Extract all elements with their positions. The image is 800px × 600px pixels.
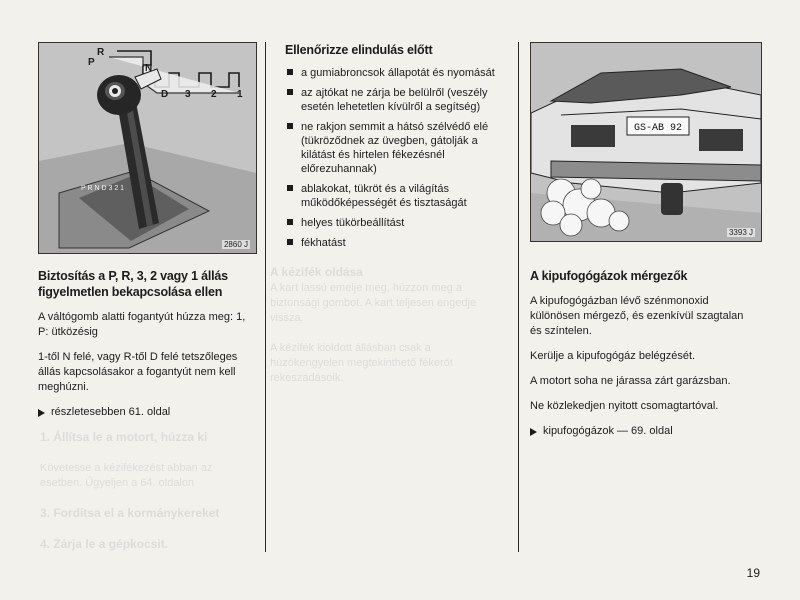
- checklist-item: ablakokat, tükröt és a világítás működőképességét és tisztaságát: [285, 182, 510, 210]
- figure-id-left: 2860 J: [223, 240, 248, 249]
- gate-label-3: 3: [185, 89, 191, 100]
- gate-label-d: D: [161, 89, 169, 100]
- shift-lock-reference-text: részletesebben 61. oldal: [51, 406, 171, 418]
- gate-label-p: P: [88, 57, 95, 68]
- gate-label-r: R: [97, 47, 105, 58]
- slot-label: P R N D 3 2 1: [81, 185, 125, 192]
- license-plate-text: GS-AB 92: [633, 123, 683, 134]
- shift-lock-reference: [38, 405, 258, 420]
- checklist-item: helyes tükörbeállítást: [285, 216, 510, 230]
- gear-shifter-illustration: [38, 42, 257, 254]
- gate-label-1: 1: [237, 89, 243, 100]
- car-drawing: [531, 43, 761, 241]
- column-rule-right: [518, 42, 519, 552]
- left-column-text: [38, 268, 258, 420]
- exhaust-para-3: A motort soha ne járassa zárt garázsban.: [530, 375, 731, 387]
- right-column-text: [530, 268, 755, 439]
- shift-lock-heading: Biztosítás a P, R, 3, 2 vagy 1 állás figyelmetlen bekapcsolása ellen: [38, 269, 228, 299]
- pre-drive-check-heading: Ellenőrizze elindulás előtt: [285, 43, 433, 57]
- exhaust-heading: A kipufogógázok mérgezők: [530, 269, 688, 283]
- exhaust-reference-text: kipufogógázok — 69. oldal: [543, 425, 673, 437]
- checklist-item: az ajtókat ne zárja be belülről (veszély esetén lehetetlen kívülről a segítség): [285, 86, 510, 114]
- bleed-through-text: A kézifék oldása A kart lassú emelje meg, húzzon meg a biztonsági gombot. A kart teljesen engedje vissza. A kézifék kioldott állásban csak a húzókengyelen megtekinthető fékerőt rekeszadásoik.: [270, 265, 477, 384]
- checklist-item: fékhatást: [285, 236, 510, 250]
- pre-drive-checklist: [285, 66, 510, 250]
- shifter-drawing: [39, 43, 256, 253]
- arrow-right-icon: [530, 428, 537, 436]
- checklist-item: ne rakjon semmit a hátsó szélvédő elé (tükröződnek az üvegben, gátolják a kilátást és hirtelen fékezésnél előrezuhannak): [285, 120, 510, 176]
- shift-lock-para-2: 1-től N felé, vagy R-től D felé tetszőleges állás kapcsolásakor a fogantyút nem kell meghúzni.: [38, 351, 238, 393]
- arrow-right-icon: [38, 409, 45, 417]
- exhaust-para-2: Kerülje a kipufogógáz belégzését.: [530, 350, 696, 362]
- car-exhaust-illustration: [530, 42, 762, 242]
- checklist-item: a gumiabroncsok állapotát és nyomását: [285, 66, 510, 80]
- exhaust-reference: [530, 424, 755, 439]
- shift-lock-para-1: A váltógomb alatti fogantyút húzza meg: 1, P: ütközésig: [38, 311, 246, 338]
- gate-label-2: 2: [211, 89, 217, 100]
- bleed-through-text-2: 1. Állítsa le a motort, húzza ki Követesse a kézifékezést abban az esetben. Ügyeljen a 64. oldalon 3. Fordítsa el a kormánykereket 4. Zárja le a gépkocsit.: [40, 430, 220, 551]
- exhaust-para-4: Ne közlekedjen nyitott csomagtartóval.: [530, 400, 719, 412]
- column-rule-left: [265, 42, 266, 552]
- gate-label-n: N: [145, 63, 153, 74]
- middle-column-text: [285, 42, 510, 256]
- page-number: 19: [746, 566, 760, 580]
- figure-id-right: 3393 J: [728, 228, 753, 237]
- exhaust-para-1: A kipufogógázban lévő szénmonoxid különösen mérgező, és ezenkívül szagtalan és színtelen.: [530, 295, 744, 337]
